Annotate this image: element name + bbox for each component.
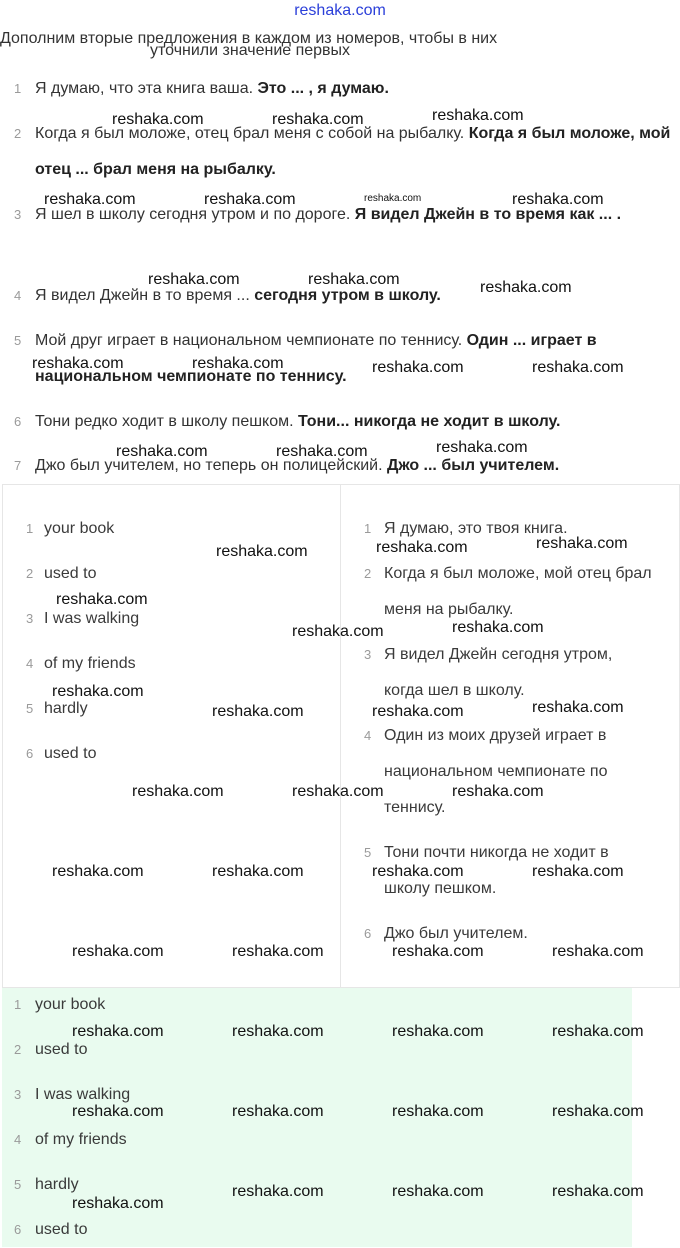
answer-text: I was walking xyxy=(44,610,140,627)
watermark-text: reshaka.com xyxy=(216,543,308,560)
watermark-text: reshaka.com xyxy=(232,943,324,960)
watermark-text: reshaka.com xyxy=(72,943,164,960)
watermark-text: reshaka.com xyxy=(212,703,304,720)
watermark-text: reshaka.com xyxy=(72,1103,164,1120)
watermark-text: reshaka.com xyxy=(112,111,204,128)
translation-text: Я видел Джейн сегодня утром, когда шел в школу. xyxy=(384,646,613,699)
final-answer-number: 1 xyxy=(14,997,22,1012)
watermark-text: reshaka.com xyxy=(204,191,296,208)
final-answer-number: 5 xyxy=(14,1177,22,1192)
final-answer-text: of my friends xyxy=(35,1131,127,1148)
task-number: 4 xyxy=(14,288,22,303)
watermark-text: reshaka.com xyxy=(232,1103,324,1120)
answer-text: used to xyxy=(44,565,97,582)
watermark-text: reshaka.com xyxy=(392,1023,484,1040)
watermark-text: reshaka.com xyxy=(392,1103,484,1120)
watermark-text: reshaka.com xyxy=(232,1023,324,1040)
watermark-text: reshaka.com xyxy=(532,863,624,880)
final-answer-number: 4 xyxy=(14,1132,22,1147)
final-answer-text: I was walking xyxy=(35,1086,131,1103)
watermark-text: reshaka.com xyxy=(372,863,464,880)
final-answer-text: used to xyxy=(35,1041,88,1058)
translation-number: 6 xyxy=(364,926,372,941)
final-answer-number: 2 xyxy=(14,1042,22,1057)
task-text: Я шел в школу сегодня утром и по дороге. Я видел Джейн в то время как ... . xyxy=(35,206,622,223)
watermark-text: reshaka.com xyxy=(432,107,524,124)
translation-number: 5 xyxy=(364,845,372,860)
answer-number: 5 xyxy=(26,701,34,716)
task-number: 2 xyxy=(14,126,22,141)
final-answer-text: your book xyxy=(35,996,106,1013)
task-number: 3 xyxy=(14,207,22,222)
watermark-text: reshaka.com xyxy=(132,783,224,800)
grid-divider xyxy=(340,485,341,987)
watermark-text: reshaka.com xyxy=(192,355,284,372)
watermark-text: reshaka.com xyxy=(392,1183,484,1200)
task-text: Тони редко ходит в школу пешком. Тони... никогда не ходит в школу. xyxy=(35,413,561,430)
answer-text: hardly xyxy=(44,700,88,717)
watermark-text: reshaka.com xyxy=(532,359,624,376)
translation-text: Тони почти никогда не ходит в школу пешком. xyxy=(384,844,609,897)
watermark-text: reshaka.com xyxy=(72,1195,164,1212)
task-text: Когда я был моложе, отец брал меня с собой на рыбалку. Когда я был моложе, мой отец ... брал меня на рыбалку. xyxy=(35,125,671,178)
translation-number: 3 xyxy=(364,647,372,662)
watermark-text: reshaka.com xyxy=(376,539,468,556)
task-number: 5 xyxy=(14,333,22,348)
watermark-text: reshaka.com xyxy=(44,191,136,208)
task-text: Я видел Джейн в то время ... сегодня утром в школу. xyxy=(35,287,441,304)
answer-number: 4 xyxy=(26,656,34,671)
answer-text: used to xyxy=(44,745,97,762)
task-number: 7 xyxy=(14,458,22,473)
translation-number: 1 xyxy=(364,521,372,536)
watermark-text: reshaka.com xyxy=(232,1183,324,1200)
watermark-text: reshaka.com xyxy=(116,443,208,460)
task-number: 1 xyxy=(14,81,22,96)
watermark-text: reshaka.com xyxy=(272,111,364,128)
watermark-text: reshaka.com xyxy=(52,683,144,700)
watermark-text: reshaka.com xyxy=(392,943,484,960)
watermark-text: reshaka.com xyxy=(452,619,544,636)
watermark-text: reshaka.com xyxy=(552,1023,644,1040)
watermark-text: reshaka.com xyxy=(32,355,124,372)
answer-text: of my friends xyxy=(44,655,136,672)
watermark-text: reshaka.com xyxy=(452,783,544,800)
translation-number: 2 xyxy=(364,566,372,581)
watermark-text: reshaka.com xyxy=(536,535,628,552)
watermark-text: reshaka.com xyxy=(212,863,304,880)
translation-text: Один из моих друзей играет в национальном чемпионате по теннису. xyxy=(384,727,608,816)
watermark-text: reshaka.com xyxy=(436,439,528,456)
task-text: Джо был учителем, но теперь он полицейский. Джо ... был учителем. xyxy=(35,457,560,474)
watermark-text: reshaka.com xyxy=(364,193,422,204)
watermark-text: reshaka.com xyxy=(276,443,368,460)
watermark-text: reshaka.com xyxy=(480,279,572,296)
intro-text: Дополним вторые предложения в каждом из номеров, чтобы в них xyxy=(0,30,498,47)
answer-number: 1 xyxy=(26,521,34,536)
intro-cut-line: уточнили значение первых xyxy=(150,42,351,59)
watermark-text: reshaka.com xyxy=(52,863,144,880)
watermark-text: reshaka.com xyxy=(292,783,384,800)
answer-text: your book xyxy=(44,520,115,537)
watermark-text: reshaka.com xyxy=(372,703,464,720)
task-text: Мой друг играет в национальном чемпионате по теннису. Один ... играет в национальном чемпионате по теннису. xyxy=(35,332,597,385)
watermark-text: reshaka.com xyxy=(292,623,384,640)
watermark-text: reshaka.com xyxy=(532,699,624,716)
translation-text: Джо был учителем. xyxy=(384,925,528,942)
task-number: 6 xyxy=(14,414,22,429)
watermark-text: reshaka.com xyxy=(552,1103,644,1120)
answer-number: 3 xyxy=(26,611,34,626)
watermark-text: reshaka.com xyxy=(512,191,604,208)
answer-number: 2 xyxy=(26,566,34,581)
task-text: Я думаю, что эта книга ваша. Это ... , я думаю. xyxy=(35,80,389,97)
final-answer-number: 3 xyxy=(14,1087,22,1102)
watermark-text: reshaka.com xyxy=(72,1023,164,1040)
watermark-text: reshaka.com xyxy=(148,271,240,288)
watermark-text: reshaka.com xyxy=(56,591,148,608)
translation-number: 4 xyxy=(364,728,372,743)
translation-text: Когда я был моложе, мой отец брал меня на рыбалку. xyxy=(384,565,652,618)
translation-text: Я думаю, это твоя книга. xyxy=(384,520,568,537)
final-answer-number: 6 xyxy=(14,1222,22,1237)
answer-number: 6 xyxy=(26,746,34,761)
watermark-text: reshaka.com xyxy=(552,943,644,960)
site-header-link[interactable]: reshaka.com xyxy=(294,2,386,19)
final-answer-text: hardly xyxy=(35,1176,79,1193)
watermark-text: reshaka.com xyxy=(308,271,400,288)
watermark-text: reshaka.com xyxy=(372,359,464,376)
watermark-text: reshaka.com xyxy=(552,1183,644,1200)
final-answer-text: used to xyxy=(35,1221,88,1238)
